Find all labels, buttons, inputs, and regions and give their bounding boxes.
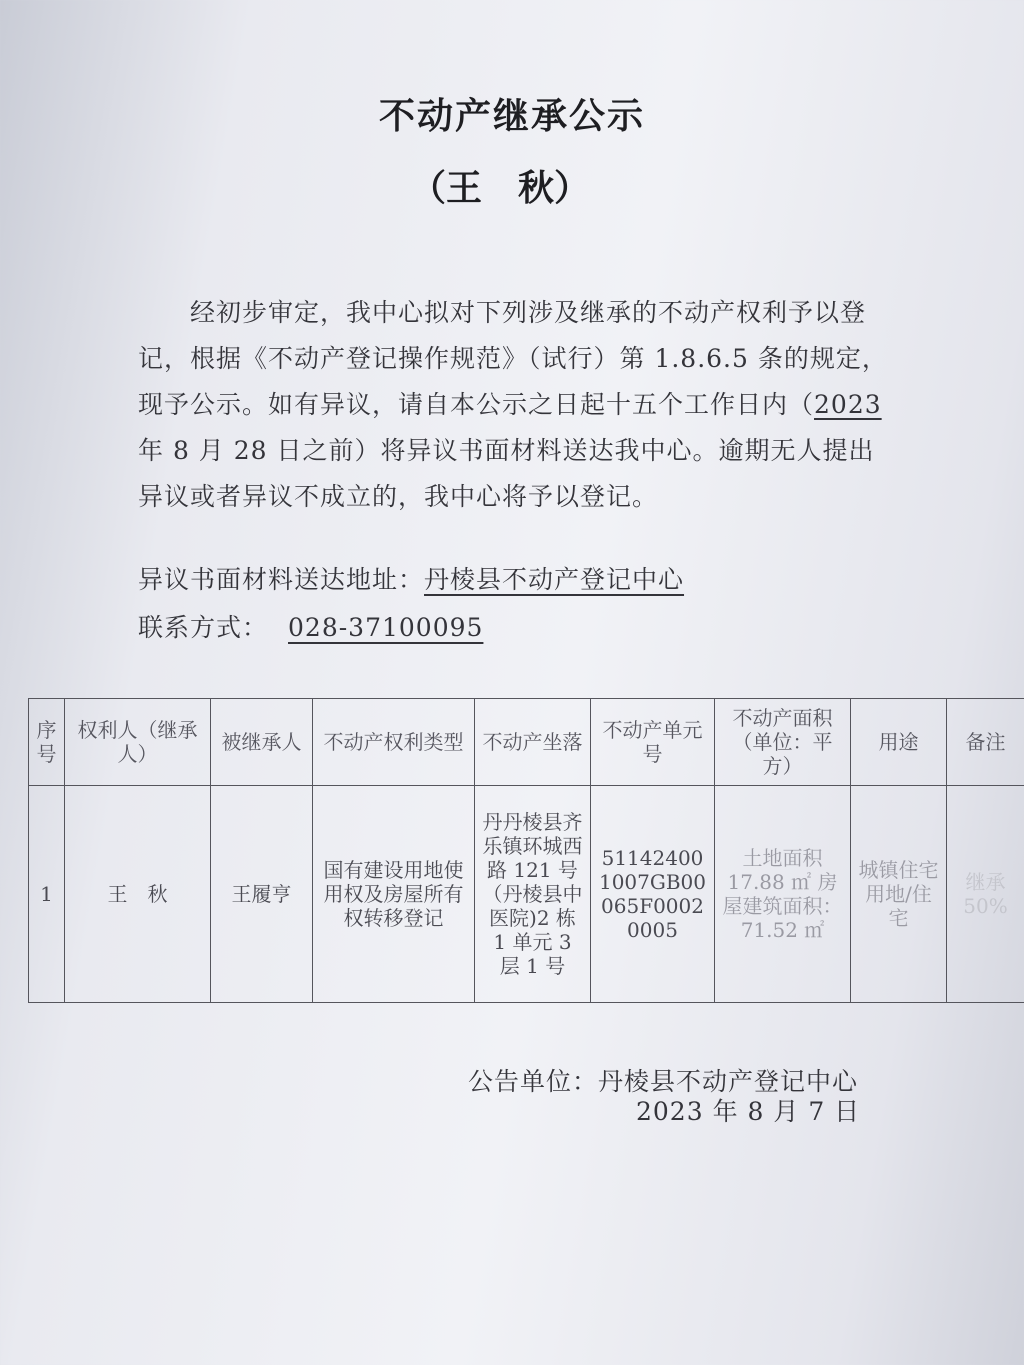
address-value: 丹棱县不动产登记中心	[424, 565, 685, 594]
notice-date: 2023 年 8 月 7 日	[636, 1097, 861, 1126]
table-header-row	[29, 699, 1024, 786]
address-line	[138, 560, 684, 596]
header-area: 不动产面积（单位：平方）	[715, 699, 851, 786]
body-year: 2023	[814, 390, 882, 419]
cell-right-type: 国有建设用地使用权及房屋所有权转移登记	[313, 786, 475, 1003]
inheritance-table	[28, 698, 1024, 1003]
contact-line	[138, 608, 483, 644]
notice-subtitle: （王 秋）	[409, 168, 590, 209]
cell-usage: 城镇住宅用地/住宅	[851, 786, 947, 1003]
table-row	[29, 786, 1024, 1003]
body-text-part1: 经初步审定，我中心拟对下列涉及继承的不动产权利予以登记，根据《不动产登记操作规范》（试行）第 1.8.6.5 条的规定，现予公示。如有异议，请自本公示之日起十五个工作日内（	[138, 298, 888, 419]
cell-location: 丹丹棱县齐乐镇环城西路 121 号（丹棱县中医院)2 栋 1 单元 3 层 1 号	[475, 786, 591, 1003]
header-location: 不动产坐落	[475, 699, 591, 786]
cell-remark: 继承 50%	[947, 786, 1024, 1003]
header-no: 序号	[29, 699, 65, 786]
cell-unit-no: 511424001007GB00065F00020005	[591, 786, 715, 1003]
header-usage: 用途	[851, 699, 947, 786]
header-decedent: 被继承人	[211, 699, 313, 786]
notice-body	[138, 290, 898, 520]
header-right-type: 不动产权利类型	[313, 699, 475, 786]
body-text-part2: 年 8 月 28 日之前）将异议书面材料送达我中心。逾期无人提出异议或者异议不成立的，我中心将予以登记。	[138, 436, 875, 511]
header-remark: 备注	[947, 699, 1024, 786]
header-unit-no: 不动产单元号	[591, 699, 715, 786]
header-heir: 权利人（继承人）	[65, 699, 211, 786]
notice-title: 不动产继承公示	[378, 96, 645, 137]
issuer-label: 公告单位：	[468, 1067, 599, 1096]
address-label: 异议书面材料送达地址：	[138, 565, 425, 594]
cell-no: 1	[29, 786, 65, 1003]
contact-label: 联系方式：	[138, 613, 269, 642]
cell-area: 土地面积 17.88 ㎡ 房屋建筑面积：71.52 ㎡	[715, 786, 851, 1003]
issuer-name: 丹棱县不动产登记中心	[598, 1067, 859, 1096]
cell-decedent: 王履亨	[211, 786, 313, 1003]
cell-heir: 王 秋	[65, 786, 211, 1003]
contact-value: 028-37100095	[288, 613, 484, 642]
